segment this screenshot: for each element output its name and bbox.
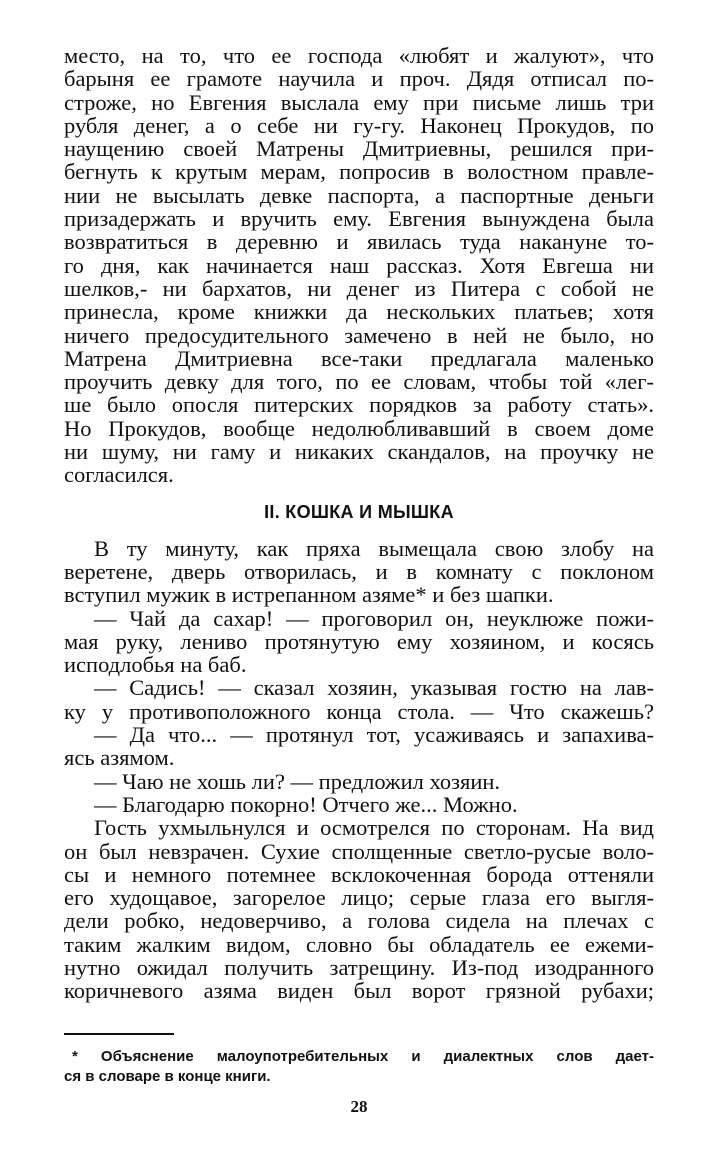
- text-line: коричневого азяма виден был ворот грязной рубахи;: [64, 978, 654, 1004]
- text-line: В ту минуту, как пряха вымещала свою злобу на: [94, 535, 654, 561]
- text-line: — Да что... — протянул тот, усаживаясь и запахива-: [94, 722, 654, 748]
- text-line: ясь азямом.: [64, 745, 175, 771]
- text-line: Гость ухмыльнулся и осмотрелся по сторонам. На вид: [94, 815, 654, 841]
- dialogue-paragraph: [64, 676, 654, 723]
- text-line: его худощавое, загорелое лицо; серые глаза его выгля-: [64, 885, 654, 911]
- text-line: наущению своей Матрены Дмитриевны, решился при-: [64, 136, 654, 162]
- text-line: Но Прокудов, вообще недолюбливавший в своем доме: [64, 415, 654, 441]
- text-line: Матрена Дмитриевна все-таки предлагала маленько: [64, 345, 654, 371]
- text-line: шелков,- ни бархатов, ни денег из Питера с собой не: [64, 275, 654, 301]
- dialogue-paragraph: [64, 793, 654, 816]
- paragraph: [64, 816, 654, 1002]
- text-line: согласился.: [64, 462, 174, 488]
- text-line: го дня, как начинается наш рассказ. Хотя Евгеша ни: [64, 252, 654, 278]
- dialogue-paragraph: [64, 607, 654, 677]
- text-line: вступил мужик в истрепанном азяме* и без шапки.: [64, 582, 554, 608]
- paragraph-continuation: [64, 44, 654, 487]
- footnote-line: ся в словаре в конце книги.: [64, 1067, 271, 1085]
- text-line: ни шуму, ни гаму и никаких скандалов, на проучку не: [64, 439, 654, 465]
- text-line: барыня ее грамоте научила и проч. Дядя отписал по-: [64, 66, 654, 92]
- text-line: — Чай да сахар! — проговорил он, неуклюже пожи-: [94, 605, 654, 631]
- text-line: сы и немного потемнее всклокоченная борода оттеняли: [64, 861, 654, 887]
- text-line: нутно ожидал получить затрещину. Из-под изодранного: [64, 954, 654, 980]
- text-line: ку у противоположного конца стола. — Что скажешь?: [64, 698, 654, 724]
- text-line: ше было опосля питерских порядков за работу стать».: [64, 392, 654, 418]
- footnote: [64, 1047, 654, 1087]
- text-line: дели робко, недоверчиво, а голова сидела на плечах с: [64, 908, 654, 934]
- dialogue-paragraph: [64, 770, 654, 793]
- text-line: возвратиться в деревню и явилась туда накануне то-: [64, 229, 654, 255]
- text-line: проучить девку для того, по ее словам, чтобы той «лег-: [64, 369, 654, 395]
- chapter-heading: II. КОШКА И МЫШКА: [264, 501, 454, 522]
- text-line: призадержать и вручить ему. Евгения вынуждена была: [64, 206, 654, 232]
- page-number: 28: [350, 1096, 368, 1116]
- footnote-divider: [64, 1033, 174, 1035]
- text-line: строже, но Евгения выслала ему при письме лишь три: [64, 89, 654, 115]
- text-line: мая руку, лениво протянутую ему хозяином, и косясь: [64, 628, 654, 654]
- text-line: он был невзрачен. Сухие сполщенные светло-русые воло-: [64, 838, 654, 864]
- text-line: — Чаю не хошь ли? — предложил хозяин.: [94, 768, 501, 794]
- text-line: исподлобья на баб.: [64, 652, 247, 678]
- text-line: место, на то, что ее господа «любят и жалуют», что: [64, 43, 654, 68]
- text-line: — Благодарю покорно! Отчего же... Можно.: [94, 791, 518, 817]
- text-line: принесла, кроме книжки да нескольких платьев; хотя: [64, 299, 654, 325]
- text-line: таким жалким видом, словно бы обладатель ее ежеми-: [64, 931, 654, 957]
- text-line: бегнуть к крутым мерам, попросив в волостном правле-: [64, 159, 654, 185]
- text-line: веретене, дверь отворилась, и в комнату с поклоном: [64, 558, 654, 584]
- book-page: [64, 44, 654, 1117]
- paragraph: [64, 537, 654, 607]
- text-line: ничего предосудительного замечено в ней не было, но: [64, 322, 654, 348]
- text-line: нии не высылать девке паспорта, а паспортные деньги: [64, 182, 654, 208]
- text-line: рубля денег, а о себе ни гу-гу. Наконец Прокудов, по: [64, 112, 654, 138]
- text-line: — Садись! — сказал хозяин, указывая гостю на лав-: [94, 675, 654, 701]
- footnote-line: * Объяснение малоупотребительных и диалектных слов дает-: [72, 1047, 654, 1065]
- dialogue-paragraph: [64, 723, 654, 770]
